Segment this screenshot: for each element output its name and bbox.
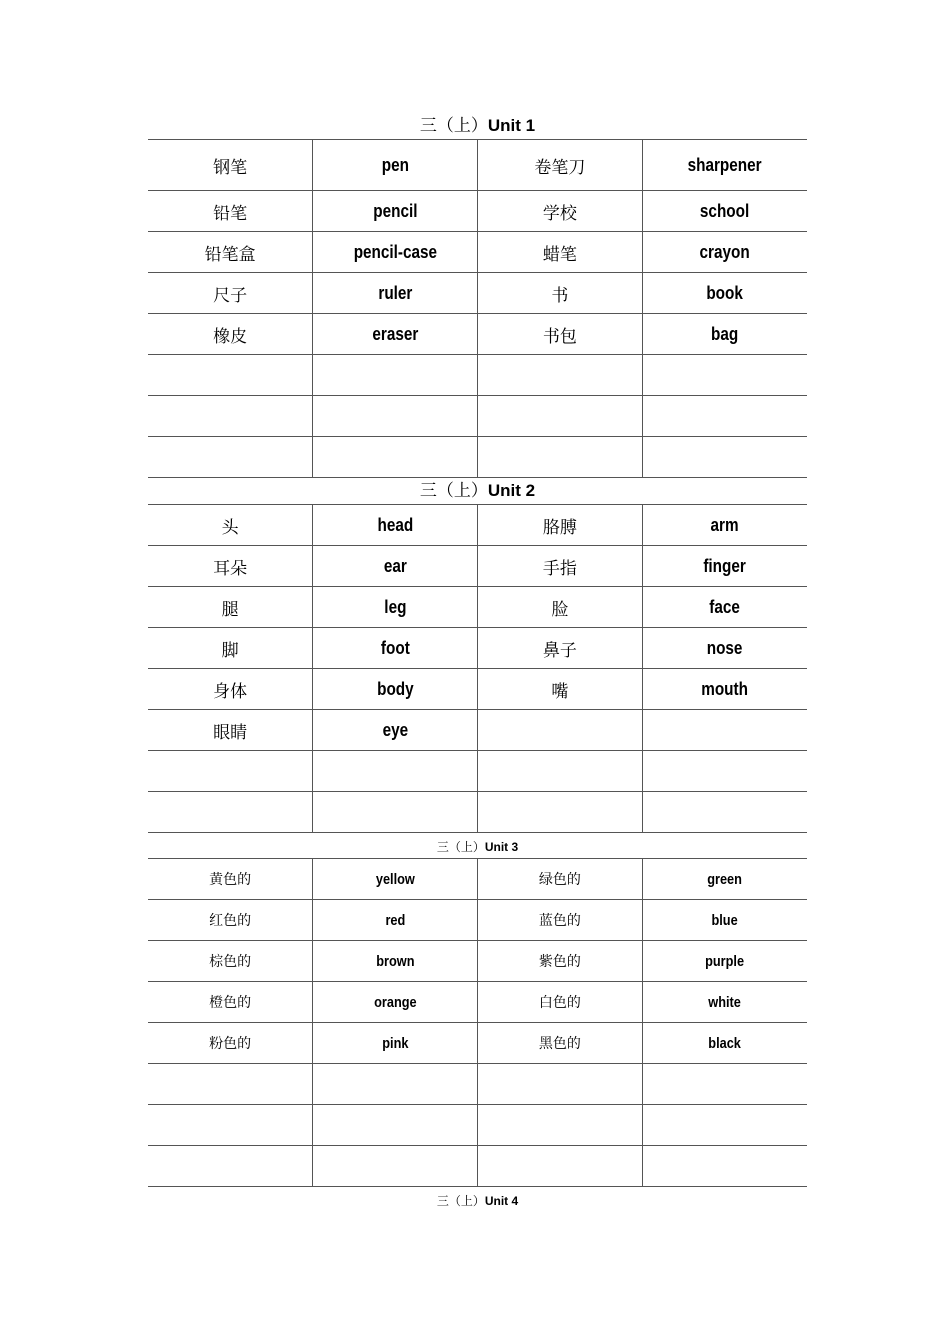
table-row: [148, 710, 807, 751]
english-word-cell: [325, 792, 465, 833]
chinese-word-cell: [148, 355, 313, 396]
english-word-cell: mouth: [655, 669, 795, 710]
chinese-word-cell: 绿色的: [478, 859, 643, 900]
table-row: [148, 191, 807, 232]
chinese-word-cell: [148, 1105, 313, 1146]
chinese-word-cell: 卷笔刀: [478, 140, 643, 191]
english-word-cell: school: [655, 191, 795, 232]
unit-4-title-cn: 三（上）: [436, 1194, 485, 1208]
chinese-word-cell: [478, 710, 643, 751]
table-row: [148, 437, 807, 478]
english-word-cell: finger: [655, 546, 795, 587]
unit-2-title: [148, 478, 807, 504]
chinese-word-cell: 钢笔: [148, 140, 313, 191]
chinese-word-cell: 嘴: [478, 669, 643, 710]
english-word-cell: [325, 751, 465, 792]
chinese-word-cell: [478, 1064, 643, 1105]
chinese-word-cell: 尺子: [148, 273, 313, 314]
unit-4-title-en: Unit 4: [484, 1194, 519, 1208]
chinese-word-cell: [478, 1105, 643, 1146]
english-word-cell: eraser: [325, 314, 465, 355]
english-word-cell: pen: [325, 140, 465, 191]
unit-2-title-en: Unit 2: [487, 481, 536, 500]
english-word-cell: pencil-case: [325, 232, 465, 273]
table-row: [148, 941, 807, 982]
chinese-word-cell: 紫色的: [478, 941, 643, 982]
english-word-cell: [325, 355, 465, 396]
english-word-cell: pink: [325, 1023, 465, 1064]
english-word-cell: nose: [655, 628, 795, 669]
chinese-word-cell: [148, 437, 313, 478]
english-word-cell: head: [325, 505, 465, 546]
english-word-cell: [325, 437, 465, 478]
english-word-cell: bag: [655, 314, 795, 355]
table-row: [148, 792, 807, 833]
chinese-word-cell: 鼻子: [478, 628, 643, 669]
unit-3-title-cn: 三（上）: [436, 840, 485, 854]
table-row: [148, 1023, 807, 1064]
english-word-cell: book: [655, 273, 795, 314]
chinese-word-cell: [478, 751, 643, 792]
english-word-cell: arm: [655, 505, 795, 546]
chinese-word-cell: [478, 1146, 643, 1187]
chinese-word-cell: 身体: [148, 669, 313, 710]
english-word-cell: black: [655, 1023, 795, 1064]
english-word-cell: [655, 751, 795, 792]
english-word-cell: purple: [655, 941, 795, 982]
chinese-word-cell: [478, 396, 643, 437]
table-row: [148, 355, 807, 396]
english-word-cell: yellow: [325, 859, 465, 900]
chinese-word-cell: 铅笔: [148, 191, 313, 232]
chinese-word-cell: 手指: [478, 546, 643, 587]
unit-4-title: [148, 1187, 807, 1212]
unit-3-title: [148, 833, 807, 858]
chinese-word-cell: 腿: [148, 587, 313, 628]
english-word-cell: leg: [325, 587, 465, 628]
english-word-cell: blue: [655, 900, 795, 941]
chinese-word-cell: [148, 751, 313, 792]
chinese-word-cell: 蜡笔: [478, 232, 643, 273]
english-word-cell: [325, 1146, 465, 1187]
chinese-word-cell: 粉色的: [148, 1023, 313, 1064]
table-row: [148, 232, 807, 273]
chinese-word-cell: 脚: [148, 628, 313, 669]
english-word-cell: white: [655, 982, 795, 1023]
chinese-word-cell: [478, 437, 643, 478]
table-row: [148, 273, 807, 314]
chinese-word-cell: 红色的: [148, 900, 313, 941]
english-word-cell: ruler: [325, 273, 465, 314]
chinese-word-cell: 头: [148, 505, 313, 546]
english-word-cell: orange: [325, 982, 465, 1023]
english-word-cell: ear: [325, 546, 465, 587]
table-row: [148, 587, 807, 628]
english-word-cell: [655, 437, 795, 478]
table-row: [148, 982, 807, 1023]
table-row: [148, 396, 807, 437]
chinese-word-cell: 书: [478, 273, 643, 314]
unit-1-title-en: Unit 1: [487, 116, 536, 135]
chinese-word-cell: [478, 792, 643, 833]
english-word-cell: face: [655, 587, 795, 628]
chinese-word-cell: 铅笔盒: [148, 232, 313, 273]
english-word-cell: foot: [325, 628, 465, 669]
english-word-cell: [655, 396, 795, 437]
chinese-word-cell: 书包: [478, 314, 643, 355]
chinese-word-cell: 黄色的: [148, 859, 313, 900]
chinese-word-cell: [148, 396, 313, 437]
english-word-cell: [655, 792, 795, 833]
english-word-cell: [325, 1105, 465, 1146]
table-row: [148, 900, 807, 941]
table-row: [148, 1064, 807, 1105]
chinese-word-cell: 胳膊: [478, 505, 643, 546]
unit-2-title-cn: 三（上）: [419, 481, 488, 501]
table-row: [148, 1146, 807, 1187]
english-word-cell: [655, 355, 795, 396]
chinese-word-cell: 脸: [478, 587, 643, 628]
english-word-cell: [655, 1105, 795, 1146]
english-word-cell: eye: [325, 710, 465, 751]
english-word-cell: body: [325, 669, 465, 710]
table-row: [148, 628, 807, 669]
chinese-word-cell: 橡皮: [148, 314, 313, 355]
english-word-cell: [325, 1064, 465, 1105]
unit-1-title: [148, 113, 807, 139]
table-row: [148, 669, 807, 710]
unit-1-title-cn: 三（上）: [419, 116, 488, 136]
english-word-cell: [325, 396, 465, 437]
table-row: [148, 859, 807, 900]
english-word-cell: sharpener: [655, 140, 795, 191]
chinese-word-cell: 棕色的: [148, 941, 313, 982]
table-row: [148, 751, 807, 792]
english-word-cell: crayon: [655, 232, 795, 273]
chinese-word-cell: 黑色的: [478, 1023, 643, 1064]
english-word-cell: [655, 1064, 795, 1105]
english-word-cell: pencil: [325, 191, 465, 232]
table-row: [148, 1105, 807, 1146]
chinese-word-cell: [478, 355, 643, 396]
unit-3-vocab-table: [148, 858, 807, 1187]
table-row: [148, 140, 807, 191]
chinese-word-cell: 眼睛: [148, 710, 313, 751]
unit-3-title-en: Unit 3: [484, 840, 519, 854]
table-row: [148, 314, 807, 355]
english-word-cell: red: [325, 900, 465, 941]
english-word-cell: brown: [325, 941, 465, 982]
english-word-cell: [655, 710, 795, 751]
unit-1-vocab-table: [148, 139, 807, 478]
chinese-word-cell: [148, 1146, 313, 1187]
chinese-word-cell: [148, 1064, 313, 1105]
english-word-cell: green: [655, 859, 795, 900]
chinese-word-cell: 蓝色的: [478, 900, 643, 941]
english-word-cell: [655, 1146, 795, 1187]
table-row: [148, 505, 807, 546]
unit-2-vocab-table: [148, 504, 807, 833]
chinese-word-cell: 学校: [478, 191, 643, 232]
table-row: [148, 546, 807, 587]
chinese-word-cell: 橙色的: [148, 982, 313, 1023]
chinese-word-cell: 耳朵: [148, 546, 313, 587]
chinese-word-cell: 白色的: [478, 982, 643, 1023]
vocabulary-page: [148, 113, 807, 1212]
chinese-word-cell: [148, 792, 313, 833]
